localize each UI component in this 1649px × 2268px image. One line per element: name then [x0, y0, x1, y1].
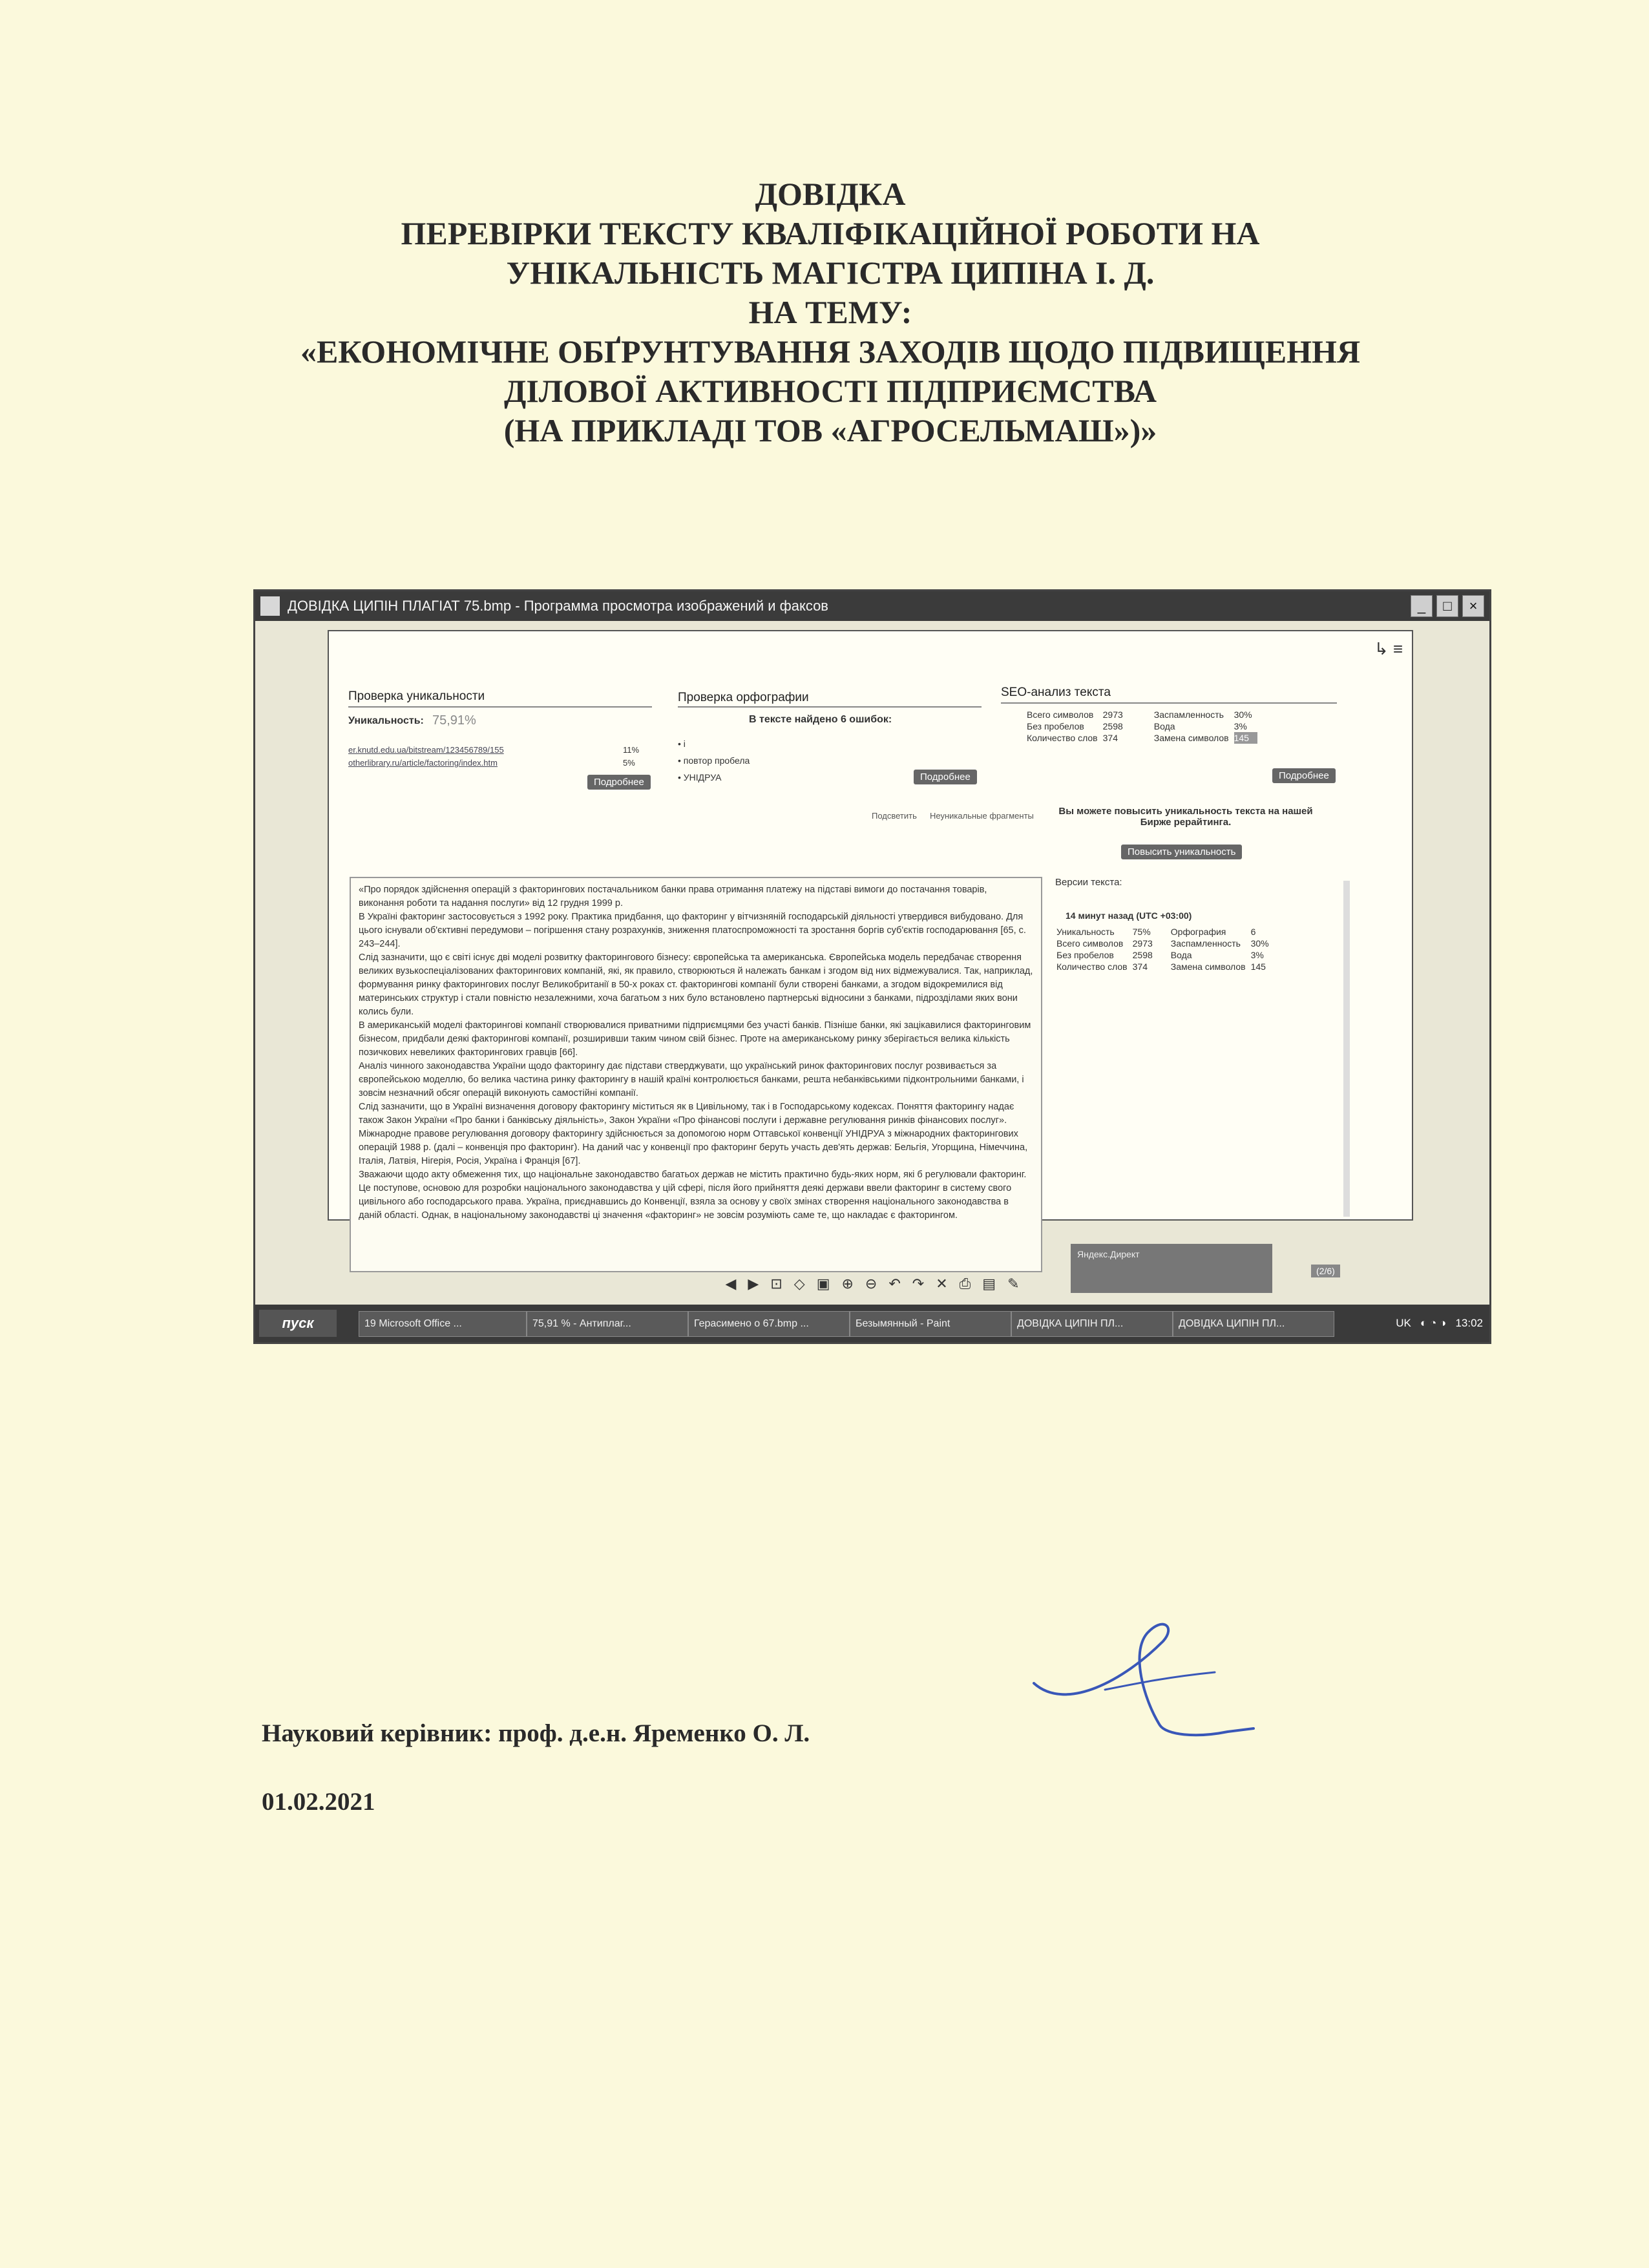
version-label: Заспамленность — [1170, 938, 1241, 949]
rotate-left-icon[interactable]: ↶ — [888, 1276, 901, 1292]
taskbar-item[interactable]: Безымянный - Paint — [850, 1311, 1011, 1337]
seo-value: 374 — [1102, 733, 1118, 743]
text-paragraph: Аналіз чинного законодавства України щодо факторингу дає підстави стверджувати, що український ринок факторингових послуг розвивається за європейською моделлю, бо велика частина ринку факторингу в нашій країні контролюється банками, решта небанківськими підконтрольними банками, і зовсім незначний обсяг операцій виконують самостійні компанії. — [359, 1061, 1024, 1098]
seo-stats — [1027, 709, 1257, 744]
window-titlebar — [255, 591, 1489, 621]
system-tray — [1396, 1311, 1483, 1336]
taskbar — [255, 1305, 1489, 1342]
text-paragraph: Зважаючи щодо акту обмеження тих, що національне законодавство багатьох держав не містить практично будь-яких норм, які б регулювали факторинг. Це поступове, основою для розробки національного законодавства у цій сфері, після його прийняття деякі держави ввели факторинг в систему свого цивільного або господарського права. Україна, приєднавшись до Конвенції, взяла за основу у своїх змінах створення національного законодавства в даній області. Однак, в національному законодавстві ці значення «факторинг» не зовсім розуміють саме те, що накладає є факторингом. — [359, 1170, 1027, 1221]
version-label: Замена символов — [1170, 961, 1246, 972]
uniqueness-details-button[interactable]: Подробнее — [587, 775, 651, 790]
spelling-title: Проверка орфографии — [678, 691, 809, 704]
delete-icon[interactable]: ✕ — [936, 1276, 948, 1292]
text-paragraph: Слід зазначити, що є світі існує дві моделі розвитку факторингового бізнесу: європейська та американська. Європейська модель передбачає створення великих вузькоспеціалізованих факторингових компаній, які, як правило, створюються й належать банкам і згодом від них відмежувалися. Так, наприклад, формування ринку факторингових послуг Великобританії в 50-х роках ст. факторингові компанії були створені банками, а згодом відокремилися від материнських структур і стали повністю незалежними, хоча багатьом з них було встановлено партнерські відносини з банками, підрозділами яких вони колись були. — [359, 952, 1033, 1017]
seo-label: Замена символов — [1153, 733, 1229, 743]
spelling-item: • і — [678, 739, 686, 749]
version-value: 3% — [1250, 950, 1264, 960]
ad-label: Яндекс.Директ — [1077, 1249, 1140, 1259]
seo-label: Заспамленность — [1153, 709, 1224, 720]
text-paragraph: «Про порядок здійснення операцій з факторингових постачальником банки права отримання платежу на підставі вимоги до постачання товарів, виконання роботи та надання послуги» від 12 грудня 1999 р. — [359, 885, 987, 908]
heading-line: УНІКАЛЬНІСТЬ МАГІСТРА ЦИПІНА І. Д. — [506, 255, 1155, 291]
version-label: Без пробелов — [1056, 950, 1114, 960]
scrollbar[interactable] — [1343, 881, 1350, 1217]
viewer-toolbar — [255, 1270, 1489, 1298]
taskbar-item[interactable]: ДОВІДКА ЦИПІН ПЛ... — [1011, 1311, 1173, 1337]
version-value: 75% — [1132, 927, 1151, 937]
minimize-button[interactable]: _ — [1411, 595, 1433, 617]
print-icon[interactable]: ⎙ — [959, 1276, 971, 1292]
source-link[interactable]: otherlibrary.ru/article/factoring/index.htm — [348, 758, 498, 768]
versions-label: Версии текста: — [1055, 877, 1122, 888]
supervisor-line: Науковий керівник: проф. д.е.н. Яременко О. Л. — [262, 1719, 810, 1747]
seo-label: Вода — [1153, 721, 1175, 731]
maximize-button[interactable]: □ — [1436, 595, 1458, 617]
version-value: 374 — [1132, 961, 1148, 972]
slideshow-icon[interactable]: ▣ — [816, 1276, 830, 1292]
heading-line: ДОВІДКА — [755, 176, 906, 212]
prev-image-icon[interactable]: ◀ — [725, 1276, 737, 1292]
text-paragraph: В Україні факторинг застосовується з 1992 року. Практика придбання, що факторинг у вітчизняній господарській діяльності утвердився вибудовано. Для цього існували об'єктивні передумови – погіршення стану розрахунків, зниження платоспроможності та зростання боргів суб'єктів господарювання [65, с. 243–244]. — [359, 912, 1026, 949]
divider — [348, 706, 652, 708]
divider — [1001, 702, 1337, 704]
heading-line: ДІЛОВОЇ АКТИВНОСТІ ПІДПРИЄМСТВА — [504, 373, 1157, 409]
signature — [1027, 1602, 1260, 1758]
app-icon — [260, 596, 280, 616]
seo-value: 2973 — [1102, 709, 1123, 720]
save-icon[interactable]: ▤ — [982, 1276, 996, 1292]
fit-icon[interactable]: ⊡ — [770, 1276, 782, 1292]
clock: 13:02 — [1455, 1317, 1483, 1329]
image-viewer — [328, 630, 1413, 1276]
version-value: 2598 — [1132, 950, 1153, 960]
seo-label: Всего символов — [1027, 709, 1094, 720]
highlight-filter[interactable]: Подсветить — [872, 811, 917, 821]
text-paragraph: Слід зазначити, що в Україні визначення договору факторингу міститься як в Цивільному, так і в Господарському кодексах. Поняття факторингу надає також Закон України «Про банки і банківську діяльність», Закон України «Про фінансові послуги і державне регулювання ринків фінансових послуг». — [359, 1102, 1014, 1126]
spelling-found: В тексте найдено 6 ошибок: — [749, 714, 892, 725]
zoom-out-icon[interactable]: ⊖ — [865, 1276, 877, 1292]
increase-uniqueness-button[interactable]: Повысить уникальность — [1121, 845, 1242, 859]
uniqueness-title: Проверка уникальности — [348, 689, 485, 703]
version-label: Вода — [1170, 950, 1192, 960]
edit-icon[interactable]: ✎ — [1007, 1276, 1020, 1292]
taskbar-item[interactable]: 19 Microsoft Office ... — [359, 1311, 527, 1337]
document-heading — [181, 174, 1480, 450]
version-label: Количество слов — [1056, 961, 1128, 972]
seo-label: Без пробелов — [1027, 721, 1084, 731]
start-button[interactable]: пуск — [259, 1310, 337, 1337]
actual-size-icon[interactable]: ◇ — [793, 1276, 805, 1292]
seo-details-button[interactable]: Подробнее — [1272, 768, 1336, 783]
uniqueness-label: Уникальность: — [348, 715, 424, 726]
spelling-item: • УНІДРУА — [678, 772, 722, 782]
version-value: 145 — [1250, 961, 1266, 972]
seo-value: 2598 — [1102, 721, 1123, 731]
version-value: 2973 — [1132, 938, 1153, 949]
source-link[interactable]: er.knutd.edu.ua/bitstream/123456789/155 — [348, 745, 504, 755]
heading-line: (НА ПРИКЛАДІ ТОВ «АГРОСЕЛЬМАШ»)» — [503, 412, 1157, 448]
window-title: ДОВІДКА ЦИПІН ПЛАГІАТ 75.bmp - Программа просмотра изображений и факсов — [288, 598, 828, 614]
seo-value: 145 — [1234, 732, 1257, 744]
text-paragraph: Міжнародне правове регулювання договору факторингу здійснюється за допомогою норм Оттавської конвенції УНІДРУА з міжнародних факторингових операцій 1988 р. (далі – конвенція про факторинг). На даний час у конвенції про факторинг беруть участь дев'ять держав: Бельгія, Угорщина, Німеччина, Італія, Латвія, Нігерія, Росія, Україна і Франція [67]. — [359, 1129, 1028, 1166]
plagiarism-screenshot — [253, 589, 1491, 1344]
document-date: 01.02.2021 — [262, 1788, 375, 1816]
language-indicator[interactable]: UK — [1396, 1317, 1411, 1329]
zoom-in-icon[interactable]: ⊕ — [841, 1276, 854, 1292]
uniqueness-value: 75,91% — [432, 713, 476, 728]
version-value: 6 — [1250, 927, 1256, 937]
seo-value: 3% — [1234, 721, 1247, 731]
version-value: 30% — [1250, 938, 1269, 949]
text-paragraph: В американській моделі факторингові компанії створювалися приватними підприємцями без участі банків. Пізніше банки, які зацікавилися факторинговим бізнесом, придбали деякі факторингові компанії, розширивши таким чином свій бізнес. Проте на американському ринку зберігається велика кількість позичкових невеликих факторингових гравців [66]. — [359, 1020, 1031, 1058]
close-button[interactable]: × — [1462, 595, 1484, 617]
version-label: Уникальность — [1056, 927, 1115, 937]
spelling-details-button[interactable]: Подробнее — [914, 770, 977, 784]
seo-label: Количество слов — [1027, 733, 1098, 743]
taskbar-item[interactable]: ДОВІДКА ЦИПІН ПЛ... — [1173, 1311, 1334, 1337]
promo-text: Вы можете повысить уникальность текста на нашей Бирже рерайтинга. — [1058, 806, 1313, 828]
source-percent: 11% — [623, 745, 640, 755]
version-label: Орфография — [1170, 927, 1226, 937]
version-stats — [1056, 926, 1274, 972]
spelling-item: • повтор пробела — [678, 755, 750, 766]
version-label: Всего символов — [1056, 938, 1124, 949]
rotate-right-icon[interactable]: ↷ — [912, 1276, 925, 1292]
heading-line: ПЕРЕВІРКИ ТЕКСТУ КВАЛІФІКАЦІЙНОЇ РОБОТИ НА — [401, 215, 1260, 251]
version-time: 14 минут назад (UTC +03:00) — [1066, 910, 1192, 921]
source-percent: 5% — [623, 758, 635, 768]
next-image-icon[interactable]: ▶ — [748, 1276, 759, 1292]
heading-line: «ЕКОНОМІЧНЕ ОБҐРУНТУВАННЯ ЗАХОДІВ ЩОДО ПІДВИЩЕННЯ — [300, 333, 1361, 370]
seo-title: SEO-анализ текста — [1001, 686, 1111, 699]
nonunique-filter[interactable]: Неуникальные фрагменты — [930, 811, 1034, 821]
taskbar-item[interactable]: Герасимено о 67.bmp ... — [688, 1311, 850, 1337]
checked-text — [350, 877, 1042, 1272]
seo-value: 30% — [1234, 709, 1252, 720]
menu-icon[interactable]: ↳ ≡ — [1374, 639, 1403, 658]
heading-line: НА ТЕМУ: — [748, 294, 912, 330]
divider — [678, 706, 982, 708]
zoom-indicator: (2/6) — [1311, 1265, 1340, 1277]
taskbar-item[interactable]: 75,91 % - Антиплаг... — [527, 1311, 688, 1337]
tray-icons: ◐ ◔ ◑ — [1420, 1317, 1447, 1329]
